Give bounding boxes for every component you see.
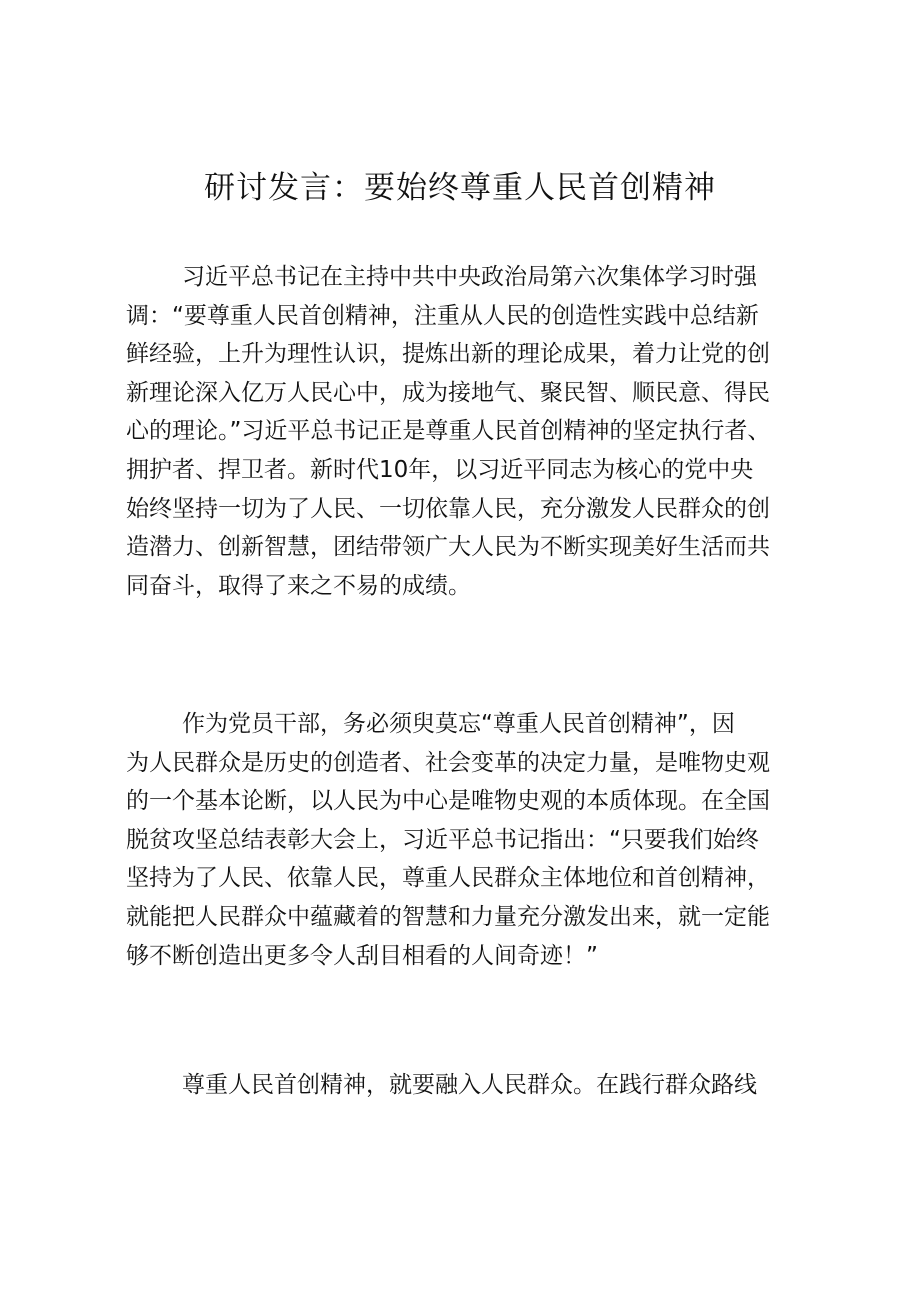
paragraph-line: 新理论深入亿万人民心中，成为接地气、聚民智、顺民意、得民 bbox=[126, 379, 770, 406]
paragraph-3 bbox=[126, 1066, 806, 1105]
document-title: 研讨发言：要始终尊重人民首创精神 bbox=[204, 170, 716, 206]
paragraph-line: 的一个基本论断，以人民为中心是唯物史观的本质体现。在全国 bbox=[126, 788, 770, 815]
paragraph-line: 习近平总书记在主持中共中央政治局第六次集体学习时强 bbox=[182, 264, 757, 290]
paragraph-line: 同奋斗，取得了来之不易的成绩。 bbox=[126, 572, 471, 599]
paragraph-line: 为人民群众是历史的创造者、社会变革的决定力量，是唯物史观 bbox=[126, 749, 770, 776]
paragraph-line: 就能把人民群众中蕴藏着的智慧和力量充分激发出来，就一定能 bbox=[126, 903, 770, 930]
paragraph-line: 调：“要尊重人民首创精神，注重从人民的创造性实践中总结新 bbox=[126, 302, 759, 329]
paragraph-line: 鲜经验，上升为理性认识，提炼出新的理论成果，着力让党的创 bbox=[126, 341, 770, 368]
paragraph-line: 拥护者、捍卫者。新时代10年，以习近平同志为核心的党中央 bbox=[126, 456, 754, 483]
paragraph-line: 坚持为了人民、依靠人民，尊重人民群众主体地位和首创精神， bbox=[126, 865, 770, 892]
paragraph-line: 尊重人民首创精神，就要融入人民群众。在践行群众路线 bbox=[182, 1072, 757, 1098]
paragraph-line: 始终坚持一切为了人民、一切依靠人民，充分激发人民群众的创 bbox=[126, 495, 770, 522]
paragraph-line: 脱贫攻坚总结表彰大会上，习近平总书记指出：“只要我们始终 bbox=[126, 826, 759, 853]
paragraph-line: 造潜力、创新智慧，团结带领广大人民为不断实现美好生活而共 bbox=[126, 534, 770, 561]
paragraph-2 bbox=[126, 705, 806, 975]
paragraph-1 bbox=[126, 258, 806, 605]
paragraph-line: 心的理论。”习近平总书记正是尊重人民首创精神的坚定执行者、 bbox=[126, 418, 771, 445]
paragraph-line: 作为党员干部，务必须臾莫忘“尊重人民首创精神”，因 bbox=[182, 711, 735, 737]
paragraph-line: 够不断创造出更多令人刮目相看的人间奇迹！” bbox=[126, 942, 598, 969]
